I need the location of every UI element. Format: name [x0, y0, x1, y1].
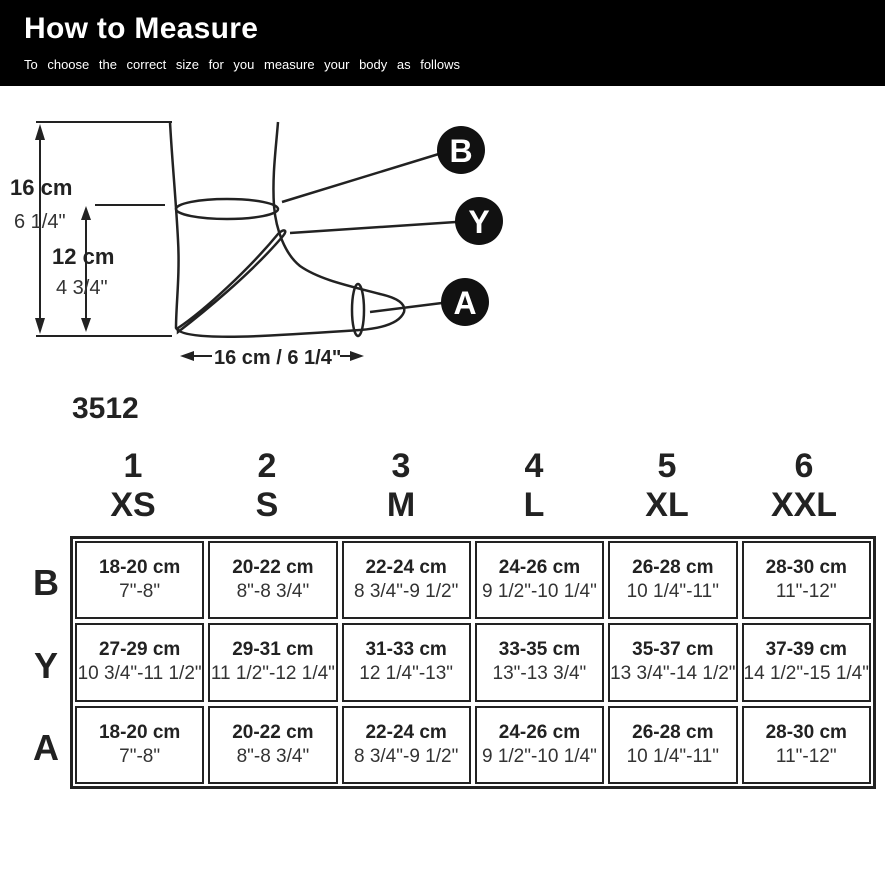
table-cell — [608, 541, 737, 619]
arrow-up-icon — [35, 124, 45, 140]
arrow-right-icon — [350, 351, 364, 361]
size-number: 4 — [524, 447, 544, 485]
arrow-down-icon — [81, 318, 91, 332]
cell-cm: 27-29 cm — [98, 639, 181, 661]
size-column-header — [600, 447, 734, 525]
cell-cm: 18-20 cm — [98, 721, 181, 743]
table-cell — [208, 706, 337, 784]
size-label: XXL — [770, 486, 838, 524]
leader-line-y — [290, 222, 456, 233]
row-label-y: Y — [33, 645, 58, 686]
arrow-down-icon — [35, 318, 45, 334]
measure-ring-a — [352, 284, 364, 336]
table-cell — [608, 623, 737, 701]
size-label: S — [255, 486, 279, 524]
cell-cm: 28-30 cm — [765, 557, 847, 579]
size-label: L — [523, 486, 545, 524]
cell-cm: 26-28 cm — [632, 721, 714, 743]
height-total-in-label: 6 1/4" — [14, 211, 66, 233]
width-label: 16 cm / 6 1/4" — [214, 347, 342, 369]
cell-cm: 29-31 cm — [232, 639, 314, 661]
cell-in: 9 1/2"-10 1/4" — [481, 745, 597, 767]
cell-cm: 24-26 cm — [498, 721, 581, 743]
cell-in: 12 1/4"-13" — [359, 663, 454, 685]
cell-in: 13"-13 3/4" — [492, 663, 587, 685]
leader-line-a — [370, 303, 442, 312]
arrow-left-icon — [180, 351, 194, 361]
cell-in: 10 1/4"-11" — [626, 745, 719, 767]
cell-in: 8"-8 3/4" — [236, 745, 310, 767]
table-cell — [208, 541, 337, 619]
table-cell — [75, 541, 204, 619]
table-cell — [208, 623, 337, 701]
cell-cm: 22-24 cm — [365, 557, 447, 579]
arrow-up-icon — [81, 206, 91, 220]
size-column-header — [66, 447, 200, 525]
height-total-cm-label: 16 cm — [10, 175, 73, 200]
foot-measurement-diagram — [0, 100, 520, 390]
size-label: M — [386, 486, 416, 524]
cell-in: 10 1/4"-11" — [626, 581, 719, 603]
cell-cm: 20-22 cm — [232, 557, 314, 579]
cell-cm: 33-35 cm — [498, 639, 581, 661]
table-cell — [342, 623, 471, 701]
cell-cm: 31-33 cm — [365, 639, 447, 661]
cell-cm: 24-26 cm — [498, 557, 581, 579]
table-cell — [475, 623, 604, 701]
cell-cm: 37-39 cm — [765, 639, 847, 661]
row-label-b: B — [33, 562, 59, 603]
size-column-header — [334, 447, 468, 525]
size-number: 3 — [391, 447, 411, 485]
measure-ring-b — [176, 199, 278, 219]
cell-in: 7"-8" — [119, 581, 161, 603]
cell-in: 13 3/4"-14 1/2" — [610, 663, 736, 685]
size-label: XL — [645, 486, 689, 524]
cell-cm: 22-24 cm — [365, 721, 447, 743]
height-sub-in-label: 4 3/4" — [56, 277, 108, 299]
size-label: XS — [110, 486, 156, 524]
cell-in: 11"-12" — [775, 581, 837, 603]
height-sub-cm-label: 12 cm — [52, 244, 115, 269]
header-banner — [0, 0, 885, 86]
size-number: 5 — [657, 447, 677, 485]
cell-in: 11"-12" — [775, 745, 837, 767]
cell-in: 8"-8 3/4" — [236, 581, 310, 603]
cell-cm: 20-22 cm — [232, 721, 314, 743]
cell-cm: 35-37 cm — [632, 639, 714, 661]
size-number: 2 — [257, 447, 277, 485]
size-number: 1 — [123, 447, 143, 485]
cell-in: 8 3/4"-9 1/2" — [353, 745, 459, 767]
table-cell — [475, 541, 604, 619]
table-cell — [475, 706, 604, 784]
cell-in: 9 1/2"-10 1/4" — [481, 581, 597, 603]
leader-line-b — [282, 153, 442, 202]
table-cell — [608, 706, 737, 784]
table-cell — [75, 706, 204, 784]
table-cell — [742, 541, 871, 619]
cell-cm: 28-30 cm — [765, 721, 847, 743]
size-column-header — [467, 447, 601, 525]
cell-in: 14 1/2"-15 1/4" — [743, 663, 869, 685]
size-number: 6 — [794, 447, 814, 485]
measure-ring-y — [178, 230, 285, 332]
cell-in: 11 1/2"-12 1/4" — [210, 663, 335, 685]
page-subtitle: To choose the correct size for you measure your body as follows — [24, 57, 460, 72]
row-label-a: A — [33, 727, 59, 768]
size-column-header — [737, 447, 871, 525]
table-cell — [742, 623, 871, 701]
cell-in: 8 3/4"-9 1/2" — [353, 581, 459, 603]
product-code: 3512 — [72, 392, 139, 425]
cell-cm: 26-28 cm — [632, 557, 714, 579]
table-cell — [342, 706, 471, 784]
table-cell — [75, 623, 204, 701]
point-label-b: B — [449, 133, 473, 169]
size-table — [70, 536, 876, 789]
point-label-y: Y — [468, 204, 490, 240]
cell-in: 7"-8" — [119, 745, 161, 767]
page-title: How to Measure — [24, 12, 259, 45]
size-column-header — [200, 447, 334, 525]
table-cell — [742, 706, 871, 784]
cell-cm: 18-20 cm — [98, 557, 181, 579]
point-label-a: A — [453, 285, 477, 321]
cell-in: 10 3/4"-11 1/2" — [77, 663, 202, 685]
foot-outline — [170, 122, 404, 337]
table-cell — [342, 541, 471, 619]
